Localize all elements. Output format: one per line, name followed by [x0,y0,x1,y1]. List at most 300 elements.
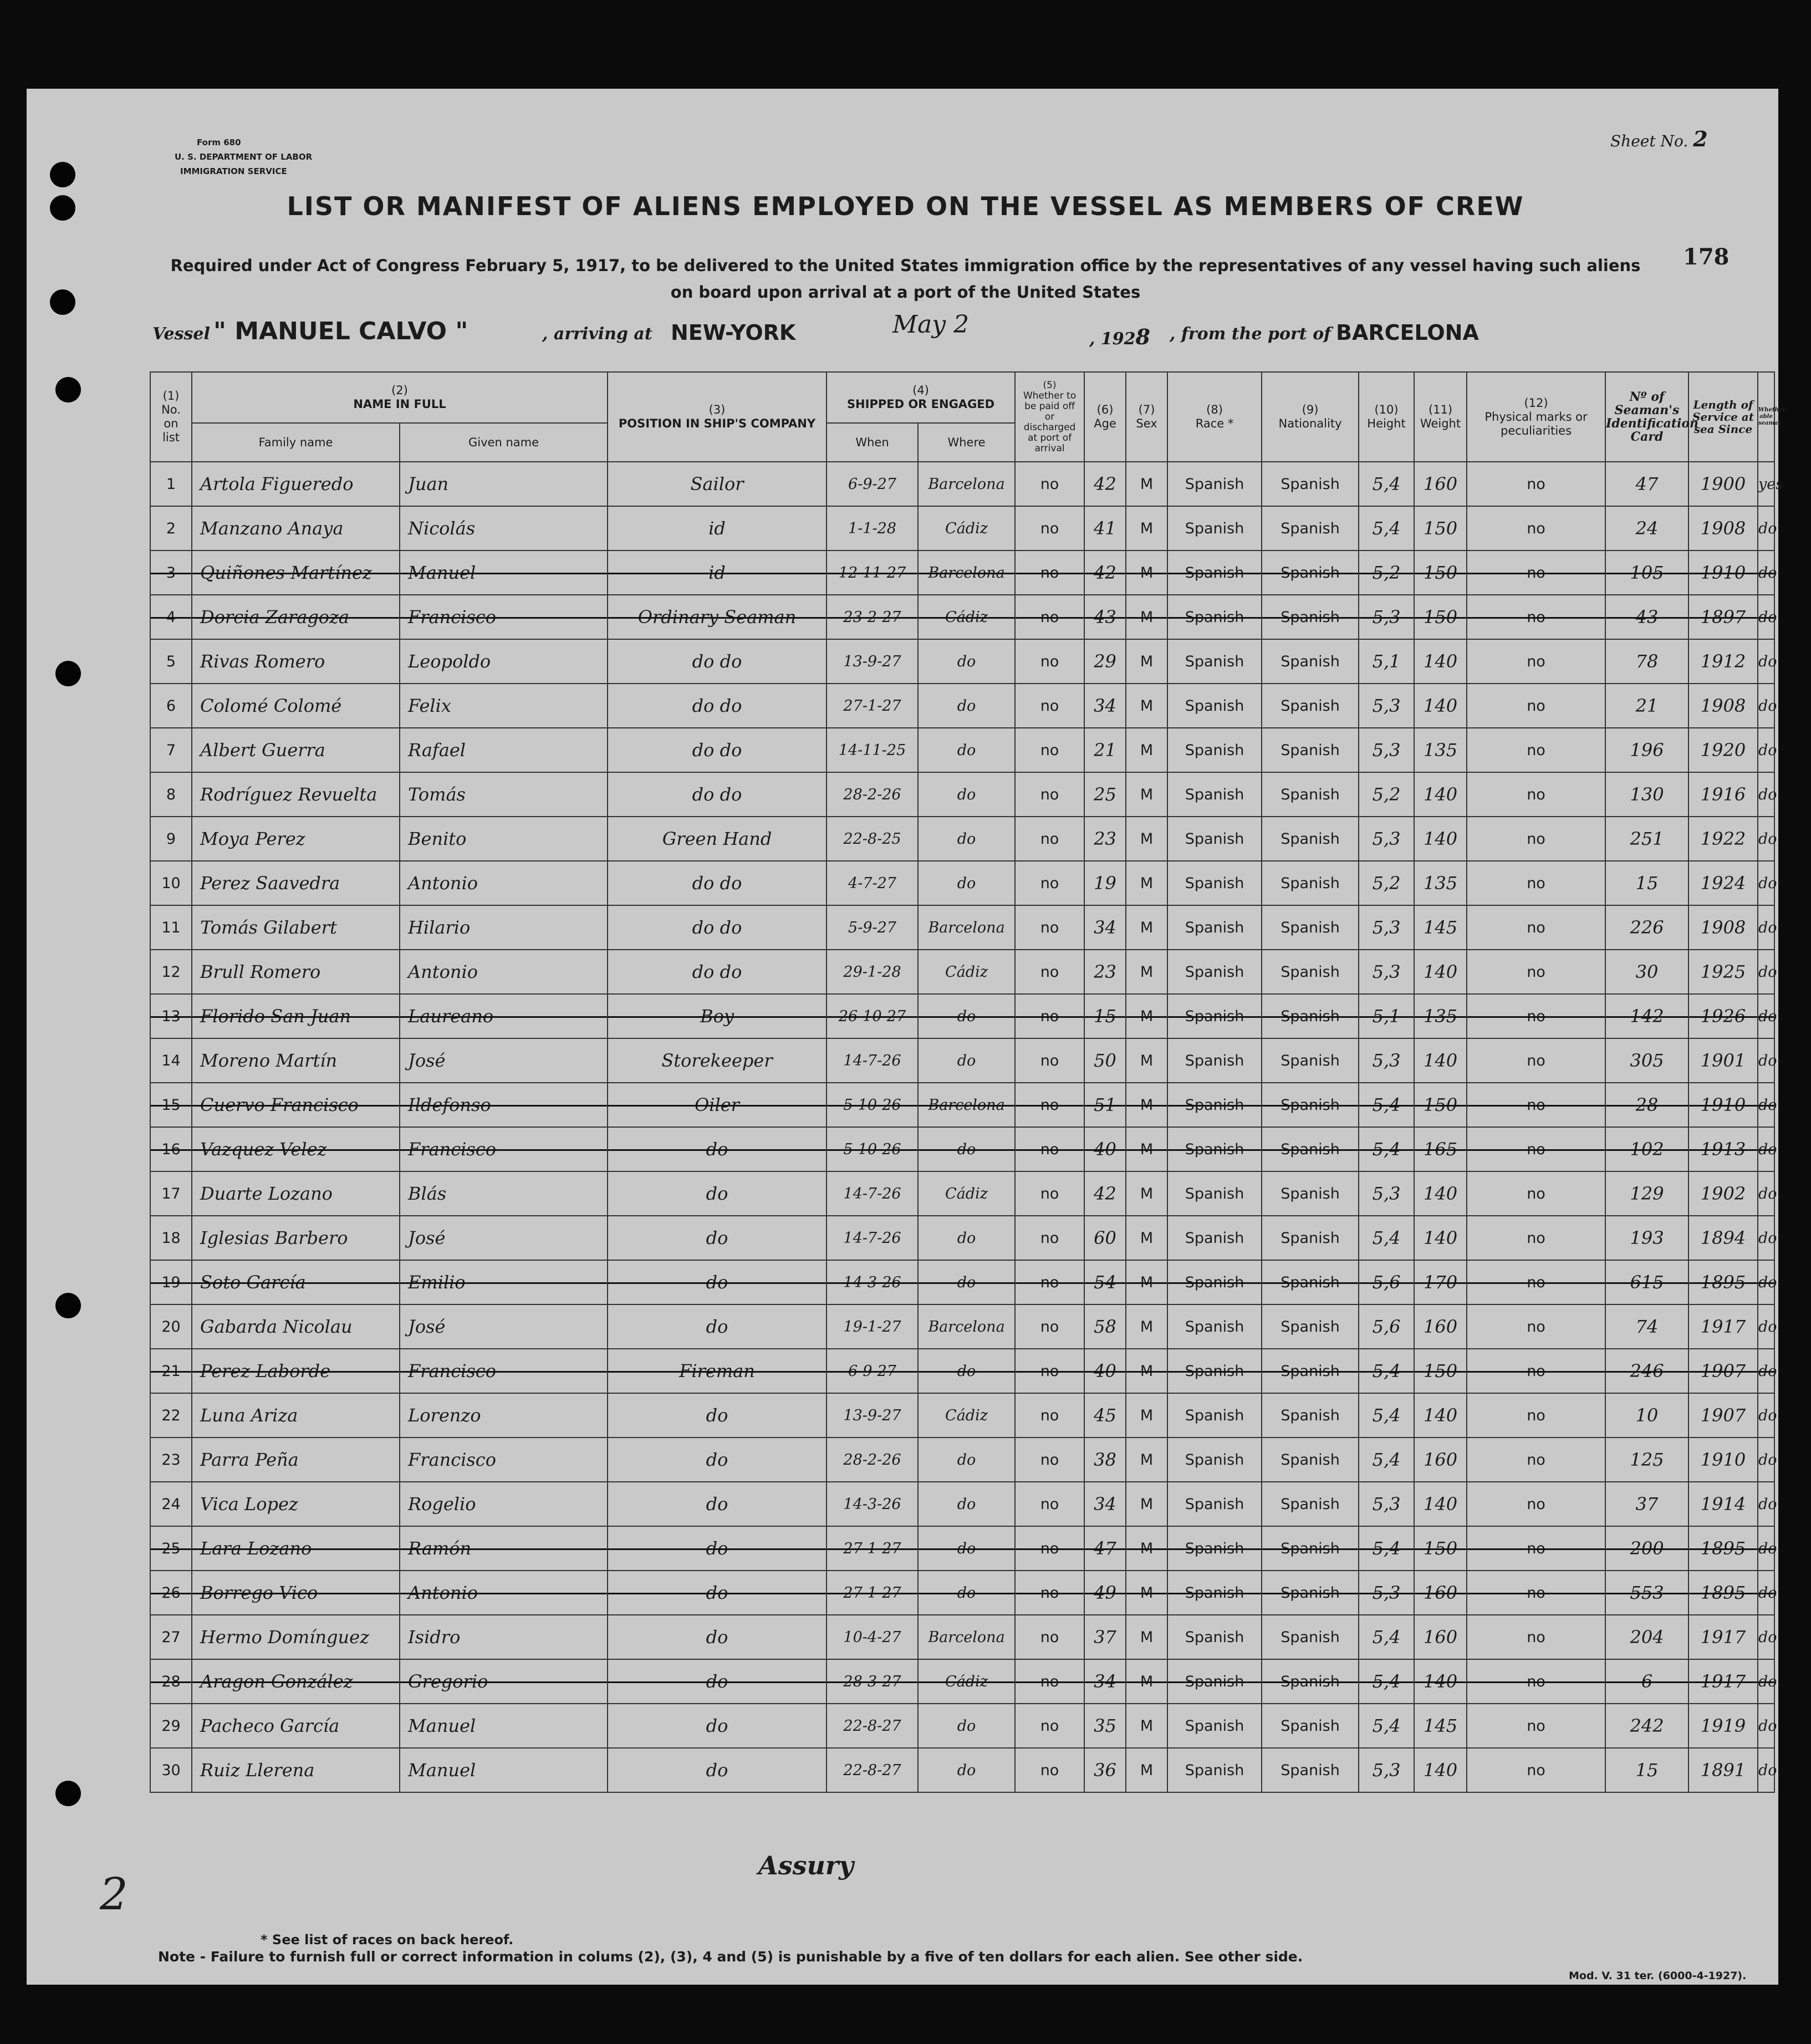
shipped-when: 1-1-28 [827,506,918,550]
able-seaman: do [1758,595,1774,639]
service-since: 1917 [1688,1659,1758,1704]
col-header-nationality: (9) Nationality [1262,372,1359,462]
card-number: 246 [1605,1349,1688,1393]
family-name: Perez Saavedra [192,861,400,905]
col-header-card: Nº of Seaman's Identification Card [1605,372,1688,462]
age: 60 [1084,1216,1126,1260]
weight: 140 [1414,1748,1467,1792]
shipped-when: 22-8-25 [827,817,918,861]
family-name: Aragon González [192,1659,400,1704]
able-seaman: do [1758,905,1774,950]
row-number: 11 [150,905,192,950]
col-header-age: (6) Age [1084,372,1126,462]
weight: 140 [1414,1393,1467,1438]
shipped-when: 14-7-26 [827,1171,918,1216]
position: do [608,1171,827,1216]
col-header-race: (8) Race * [1167,372,1262,462]
age: 37 [1084,1615,1126,1659]
given-name: Ramón [400,1526,608,1571]
physical-marks: no [1467,817,1605,861]
col-header-weight: (11) Weight [1414,372,1467,462]
service-since: 1901 [1688,1038,1758,1083]
card-number: 78 [1605,639,1688,684]
family-name: Iglesias Barbero [192,1216,400,1260]
nationality: Spanish [1262,728,1359,772]
race: Spanish [1167,861,1262,905]
physical-marks: no [1467,905,1605,950]
height: 5,4 [1359,1438,1414,1482]
table-row [150,1659,1774,1704]
shipped-when: 13-9-27 [827,639,918,684]
physical-marks: no [1467,1304,1605,1349]
paid-off: no [1015,462,1084,506]
nationality: Spanish [1262,1216,1359,1260]
physical-marks: no [1467,861,1605,905]
race: Spanish [1167,1260,1262,1304]
nationality: Spanish [1262,1482,1359,1526]
nationality: Spanish [1262,550,1359,595]
vessel-name: " MANUEL CALVO " [213,317,468,345]
shipped-where: Barcelona [918,1083,1015,1127]
row-number: 8 [150,772,192,817]
shipped-when: 27-1-27 [827,1526,918,1571]
given-name: Francisco [400,595,608,639]
nationality: Spanish [1262,1083,1359,1127]
paid-off: no [1015,1704,1084,1748]
paid-off: no [1015,1526,1084,1571]
sex: M [1126,1526,1167,1571]
crew-rows [150,462,1784,1792]
card-number: 553 [1605,1571,1688,1615]
paid-off: no [1015,550,1084,595]
card-number: 615 [1605,1260,1688,1304]
race: Spanish [1167,1083,1262,1127]
row-number: 17 [150,1171,192,1216]
sex: M [1126,950,1167,994]
height: 5,6 [1359,1304,1414,1349]
position: Boy [608,994,827,1038]
sex: M [1126,1438,1167,1482]
sex: M [1126,1083,1167,1127]
weight: 140 [1414,684,1467,728]
row-number: 10 [150,861,192,905]
nationality: Spanish [1262,1659,1359,1704]
race: Spanish [1167,1438,1262,1482]
family-name: Soto García [192,1260,400,1304]
given-name: Manuel [400,1704,608,1748]
service-since: 1897 [1688,595,1758,639]
family-name: Artola Figueredo [192,462,400,506]
service-since: 1907 [1688,1393,1758,1438]
card-number: 305 [1605,1038,1688,1083]
shipped-when: 5-10-26 [827,1083,918,1127]
arrival-date: May 2 [892,310,970,339]
position: Storekeeper [608,1038,827,1083]
shipped-when: 14-3-26 [827,1482,918,1526]
table-row [150,1526,1774,1571]
table-row [150,861,1774,905]
sex: M [1126,1171,1167,1216]
height: 5,3 [1359,684,1414,728]
page-mark: 2 [100,1868,128,1920]
position: do [608,1704,827,1748]
shipped-where: Cádiz [918,950,1015,994]
row-number: 27 [150,1615,192,1659]
service-since: 1895 [1688,1526,1758,1571]
height: 5,6 [1359,1260,1414,1304]
card-number: 142 [1605,994,1688,1038]
card-number: 102 [1605,1127,1688,1171]
sex: M [1126,994,1167,1038]
height: 5,3 [1359,1571,1414,1615]
shipped-where: do [918,639,1015,684]
given-name: Benito [400,817,608,861]
nationality: Spanish [1262,1615,1359,1659]
able-seaman: do [1758,1704,1774,1748]
able-seaman: do [1758,1127,1774,1171]
given-name: Manuel [400,1748,608,1792]
table-row [150,817,1774,861]
shipped-where: do [918,1571,1015,1615]
age: 34 [1084,1482,1126,1526]
weight: 140 [1414,817,1467,861]
shipped-where: Barcelona [918,905,1015,950]
row-number: 26 [150,1571,192,1615]
position: do [608,1482,827,1526]
paid-off: no [1015,1571,1084,1615]
physical-marks: no [1467,772,1605,817]
paid-off: no [1015,1349,1084,1393]
family-name: Pacheco García [192,1704,400,1748]
nationality: Spanish [1262,1260,1359,1304]
age: 47 [1084,1526,1126,1571]
family-name: Vazquez Velez [192,1127,400,1171]
row-number: 4 [150,595,192,639]
physical-marks: no [1467,1748,1605,1792]
nationality: Spanish [1262,1571,1359,1615]
age: 42 [1084,1171,1126,1216]
family-name: Brull Romero [192,950,400,994]
row-number: 18 [150,1216,192,1260]
card-number: 226 [1605,905,1688,950]
shipped-where: do [918,772,1015,817]
sheet-label: Sheet No. [1610,132,1688,150]
race: Spanish [1167,1482,1262,1526]
service-since: 1917 [1688,1304,1758,1349]
sex: M [1126,1038,1167,1083]
table-row [150,950,1774,994]
footer-note: Note - Failure to furnish full or correct information in colums (2), (3), 4 and (5) is punishable by a five of ten dollars for each alien. See other side. [158,1949,1303,1965]
row-number: 2 [150,506,192,550]
race: Spanish [1167,1393,1262,1438]
shipped-where: Barcelona [918,462,1015,506]
paid-off: no [1015,1615,1084,1659]
row-number: 3 [150,550,192,595]
given-name: Rafael [400,728,608,772]
card-number: 15 [1605,1748,1688,1792]
position: Oiler [608,1083,827,1127]
row-number: 21 [150,1349,192,1393]
card-number: 24 [1605,506,1688,550]
card-number: 204 [1605,1615,1688,1659]
position: do [608,1615,827,1659]
nationality: Spanish [1262,506,1359,550]
weight: 160 [1414,1615,1467,1659]
sex: M [1126,1304,1167,1349]
position: do do [608,772,827,817]
shipped-where: do [918,861,1015,905]
col-header-family-name: Family name [192,423,400,462]
nationality: Spanish [1262,1704,1359,1748]
nationality: Spanish [1262,861,1359,905]
weight: 140 [1414,950,1467,994]
col-header-when: When [827,423,918,462]
nationality: Spanish [1262,1349,1359,1393]
shipped-where: Cádiz [918,595,1015,639]
race: Spanish [1167,506,1262,550]
table-row [150,462,1774,506]
position: do [608,1127,827,1171]
year-label: , 1928 [1089,324,1150,349]
race: Spanish [1167,994,1262,1038]
position: do do [608,639,827,684]
sex: M [1126,1349,1167,1393]
service-since: 1916 [1688,772,1758,817]
sex: M [1126,1482,1167,1526]
weight: 140 [1414,639,1467,684]
stamp-number: 178 [1683,244,1730,270]
height: 5,3 [1359,728,1414,772]
family-name: Moya Perez [192,817,400,861]
card-number: 196 [1605,728,1688,772]
shipped-when: 5-10-26 [827,1127,918,1171]
shipped-where: do [918,1526,1015,1571]
table-row [150,1571,1774,1615]
shipped-when: 19-1-27 [827,1304,918,1349]
sex: M [1126,1571,1167,1615]
given-name: Nicolás [400,506,608,550]
able-seaman: do [1758,1349,1774,1393]
weight: 170 [1414,1260,1467,1304]
row-number: 24 [150,1482,192,1526]
race: Spanish [1167,1171,1262,1216]
age: 34 [1084,684,1126,728]
shipped-where: do [918,1438,1015,1482]
shipped-when: 12-11-27 [827,550,918,595]
page-title: LIST OR MANIFEST OF ALIENS EMPLOYED ON THE VESSEL AS MEMBERS OF CREW [287,191,1524,221]
race: Spanish [1167,1748,1262,1792]
race: Spanish [1167,728,1262,772]
height: 5,3 [1359,1482,1414,1526]
able-seaman: do [1758,506,1774,550]
service-since: 1926 [1688,994,1758,1038]
row-number: 20 [150,1304,192,1349]
shipped-when: 28-2-26 [827,1438,918,1482]
given-name: José [400,1216,608,1260]
height: 5,2 [1359,772,1414,817]
sex: M [1126,1260,1167,1304]
height: 5,2 [1359,861,1414,905]
family-name: Rivas Romero [192,639,400,684]
card-number: 43 [1605,595,1688,639]
sex: M [1126,1216,1167,1260]
card-number: 6 [1605,1659,1688,1704]
paid-off: no [1015,595,1084,639]
height: 5,3 [1359,1038,1414,1083]
able-seaman: do [1758,639,1774,684]
table-row [150,684,1774,728]
given-name: José [400,1304,608,1349]
age: 41 [1084,506,1126,550]
position: Sailor [608,462,827,506]
shipped-where: Cádiz [918,1393,1015,1438]
paid-off: no [1015,639,1084,684]
paid-off: no [1015,1216,1084,1260]
race: Spanish [1167,550,1262,595]
given-name: Juan [400,462,608,506]
height: 5,4 [1359,1349,1414,1393]
service-name: IMMIGRATION SERVICE [180,166,287,176]
weight: 135 [1414,728,1467,772]
able-seaman: do [1758,994,1774,1038]
paid-off: no [1015,772,1084,817]
family-name: Rodríguez Revuelta [192,772,400,817]
sex: M [1126,1127,1167,1171]
height: 5,3 [1359,905,1414,950]
shipped-when: 22-8-27 [827,1748,918,1792]
age: 23 [1084,817,1126,861]
weight: 145 [1414,905,1467,950]
shipped-where: do [918,817,1015,861]
age: 54 [1084,1260,1126,1304]
row-number: 13 [150,994,192,1038]
shipped-when: 14-11-25 [827,728,918,772]
weight: 150 [1414,595,1467,639]
from-port-label: , from the port of [1170,324,1332,344]
weight: 135 [1414,994,1467,1038]
col-header-shipped: (4) SHIPPED OR ENGAGED [827,372,1015,423]
card-number: 125 [1605,1438,1688,1482]
age: 38 [1084,1438,1126,1482]
able-seaman: do [1758,772,1774,817]
family-name: Albert Guerra [192,728,400,772]
physical-marks: no [1467,1659,1605,1704]
shipped-where: do [918,1748,1015,1792]
shipped-where: do [918,1704,1015,1748]
position: do [608,1748,827,1792]
shipped-where: Barcelona [918,1304,1015,1349]
form-number: Form 680 [197,137,241,147]
race: Spanish [1167,772,1262,817]
physical-marks: no [1467,1038,1605,1083]
weight: 150 [1414,1349,1467,1393]
race: Spanish [1167,817,1262,861]
race: Spanish [1167,1127,1262,1171]
race: Spanish [1167,1526,1262,1571]
given-name: Lorenzo [400,1393,608,1438]
age: 15 [1084,994,1126,1038]
given-name: Tomás [400,772,608,817]
physical-marks: no [1467,1482,1605,1526]
weight: 140 [1414,1659,1467,1704]
table-row [150,1083,1774,1127]
given-name: Hilario [400,905,608,950]
physical-marks: no [1467,1083,1605,1127]
subtitle-line-1: Required under Act of Congress February 5, 1917, to be delivered to the United States immigration office by the representatives of any vessel having such aliens [170,256,1641,275]
shipped-when: 23-2-27 [827,595,918,639]
position: Green Hand [608,817,827,861]
able-seaman: do [1758,684,1774,728]
table-row [150,728,1774,772]
paid-off: no [1015,950,1084,994]
paid-off: no [1015,1748,1084,1792]
shipped-when: 28-3-27 [827,1659,918,1704]
shipped-where: do [918,1260,1015,1304]
row-number: 23 [150,1438,192,1482]
service-since: 1912 [1688,639,1758,684]
shipped-when: 6-9-27 [827,462,918,506]
physical-marks: no [1467,595,1605,639]
able-seaman: do [1758,1659,1774,1704]
paid-off: no [1015,1659,1084,1704]
shipped-where: Cádiz [918,1171,1015,1216]
weight: 140 [1414,772,1467,817]
weight: 140 [1414,1482,1467,1526]
able-seaman: do [1758,1571,1774,1615]
given-name: Antonio [400,861,608,905]
physical-marks: no [1467,1216,1605,1260]
race: Spanish [1167,905,1262,950]
sex: M [1126,639,1167,684]
weight: 135 [1414,861,1467,905]
card-number: 74 [1605,1304,1688,1349]
race: Spanish [1167,462,1262,506]
height: 5,1 [1359,994,1414,1038]
height: 5,3 [1359,1748,1414,1792]
col-header-given-name: Given name [400,423,608,462]
age: 49 [1084,1571,1126,1615]
given-name: Emilio [400,1260,608,1304]
able-seaman: do [1758,1171,1774,1216]
sex: M [1126,905,1167,950]
row-number: 30 [150,1748,192,1792]
paid-off: no [1015,1482,1084,1526]
position: do [608,1393,827,1438]
given-name: Leopoldo [400,639,608,684]
paid-off: no [1015,1171,1084,1216]
card-number: 28 [1605,1083,1688,1127]
form-model: Mod. V. 31 ter. (6000-4-1927). [1569,1970,1747,1982]
physical-marks: no [1467,550,1605,595]
shipped-when: 14-7-26 [827,1038,918,1083]
height: 5,3 [1359,595,1414,639]
table-row [150,595,1774,639]
family-name: Ruiz Llerena [192,1748,400,1792]
punch-hole [55,1293,81,1318]
paid-off: no [1015,861,1084,905]
age: 35 [1084,1704,1126,1748]
punch-hole [55,1781,81,1806]
origin-port: BARCELONA [1336,320,1479,345]
height: 5,4 [1359,1526,1414,1571]
service-since: 1914 [1688,1482,1758,1526]
shipped-where: Barcelona [918,1615,1015,1659]
nationality: Spanish [1262,462,1359,506]
paid-off: no [1015,684,1084,728]
arrival-port: NEW-YORK [671,320,796,345]
card-number: 130 [1605,772,1688,817]
able-seaman: do [1758,1216,1774,1260]
